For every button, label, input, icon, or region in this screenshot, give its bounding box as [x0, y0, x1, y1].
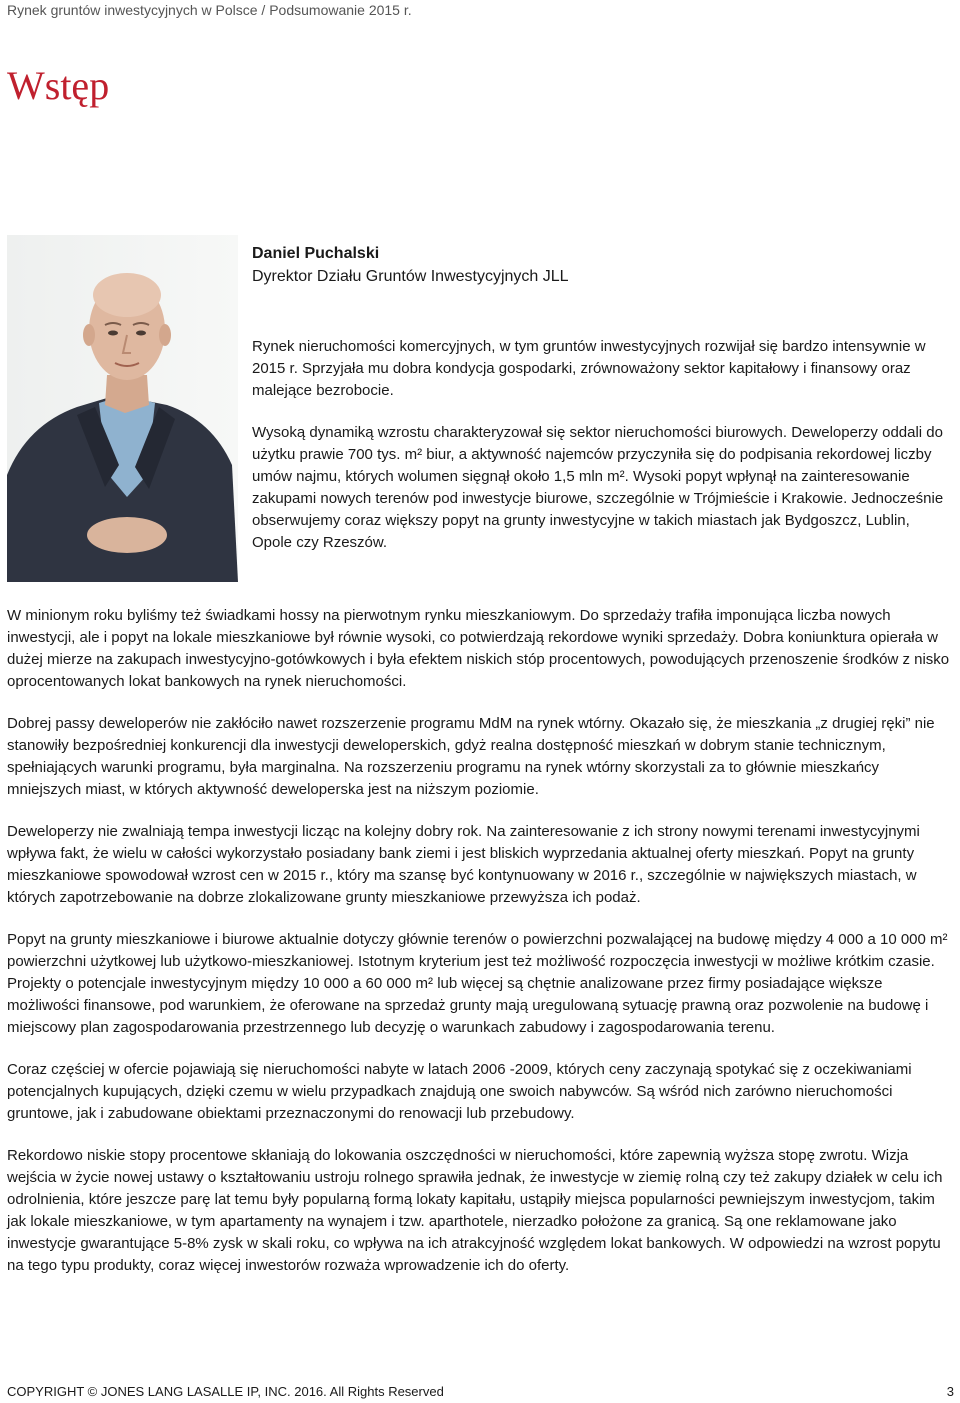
body-paragraph: Deweloperzy nie zwalniają tempa inwestycji licząc na kolejny dobry rok. Na zainteresowanie z ich strony nowymi terenami inwestycyjnymi wpływa fakt, że wielu w całości wykorzystało posiadany bank ziemi i jest bliskich wyprzedania aktualnej oferty mieszkań. Popyt na grunty mieszkaniowe spowodował wzrost cen w 2015 r., który ma szansę być kontynuowany w 2016 r., szczególnie w największych miastach, w których zapotrzebowanie na dobrze zlokalizowane grunty mieszkaniowe przewyższa ich podaż. — [7, 823, 920, 906]
body-paragraph: W minionym roku byliśmy też świadkami hossy na pierwotnym rynku mieszkaniowym. Do sprzedaży trafiła imponująca liczba nowych inwestycji, ale i popyt na lokale mieszkaniowe był równie wysoki, co potwierdzają rekordowe wyniki sprzedaży. Dobra koniunktura opierała w dużej mierze na zakupach inwestycyjno-gotówkowych i była efektem niskich stóp procentowych, powodujących przenoszenie środków z nisko oprocentowanych lokat bankowych na rynek nieruchomości. — [7, 607, 950, 690]
author-photo — [7, 235, 238, 582]
footer-copyright: COPYRIGHT © JONES LANG LASALLE IP, INC. 2016. All Rights Reserved — [7, 1384, 444, 1399]
intro-paragraph: Rynek nieruchomości komercyjnych, w tym gruntów inwestycyjnych rozwijał się bardzo intensywnie w 2015 r. Sprzyjała mu dobra kondycja gospodarki, zrównoważony sektor kapitałowy i finansowy oraz malejące bezrobocie. — [252, 338, 926, 399]
author-role: Dyrektor Działu Gruntów Inwestycyjnych JLL — [252, 268, 569, 285]
intro-text — [252, 336, 952, 574]
body-text — [7, 605, 957, 1297]
page-number: 3 — [946, 1384, 954, 1399]
author-name: Daniel Puchalski — [252, 245, 380, 262]
body-paragraph: Popyt na grunty mieszkaniowe i biurowe aktualnie dotyczy głównie terenów o powierzchni pozwalającej na budowę między 4 000 a 10 000 m² powierzchni użytkowej lub użytkowo-mieszkaniowej. Istotnym kryterium jest też możliwość rozpoczęcia inwestycji w możliwe krótkim czasie. Projekty o potencjale inwestycyjnym między 10 000 a 60 000 m² lub więcej są chętnie analizowane przez firmy posiadające większe możliwości finansowe, pod warunkiem, że oferowane na sprzedaż grunty mają uregulowaną sytuację prawną oraz pozwolenie na budowę i miejscowy plan zagospodarowania przestrzennego lub decyzję o warunkach zabudowy i zagospodarowania terenu. — [7, 931, 948, 1036]
page-title: Wstęp — [7, 63, 110, 108]
body-paragraph: Coraz częściej w ofercie pojawiają się nieruchomości nabyte w latach 2006 -2009, których ceny zaczynają spotykać się z oczekiwaniami potencjalnych kupujących, dzięki czemu w wielu przypadkach znajdują one swoich nabywców. Są wśród nich zarówno nieruchomości gruntowe, jak i zabudowane obiektami przeznaczonymi do renowacji lub przebudowy. — [7, 1061, 912, 1122]
running-header: Rynek gruntów inwestycyjnych w Polsce / Podsumowanie 2015 r. — [7, 2, 412, 18]
intro-paragraph: Wysoką dynamiką wzrostu charakteryzował się sektor nieruchomości biurowych. Deweloperzy oddali do użytku prawie 700 tys. m² biur, a aktywność najemców przyczyniła się do podpisania rekordowej liczby umów najmu, których wolumen sięgnął około 1,5 mln m². Wysoki popyt wpłynął na zainteresowanie zakupami nowych terenów pod inwestycje biurowe, szczególnie w Trójmieście i Krakowie. Jednocześnie obserwujemy coraz większy popyt na grunty inwestycyjne w takich miastach jak Bydgoszcz, Lublin, Opole czy Rzeszów. — [252, 424, 944, 551]
body-paragraph: Dobrej passy deweloperów nie zakłóciło nawet rozszerzenie programu MdM na rynek wtórny. Okazało się, że mieszkania „z drugiej ręki” nie stanowiły bezpośredniej konkurencji dla inwestycji deweloperskich, gdyż realna dostępność mieszkań w dobrym stanie technicznym, spełniających warunki programu, była marginalna. Na rozszerzeniu programu na rynek wtórny skorzystali za to głównie mieszkańcy mniejszych miast, w których aktywność deweloperska jest na niższym poziomie. — [7, 715, 935, 798]
body-paragraph: Rekordowo niskie stopy procentowe skłaniają do lokowania oszczędności w nieruchomości, które zapewnią wyższa stopę zwrotu. Wizja wejścia w życie nowej ustawy o kształtowaniu ustroju rolnego sprawiła jednak, że inwestycje w ziemię rolną czy też zakupy działek w celu ich odrolnienia, które jeszcze parę lat temu były popularną formą lokaty kapitału, ustąpiły miejsca popularności pewniejszym inwestycjom, takim jak lokale mieszkaniowe, w tym apartamenty na wynajem i tzw. aparthotele, nierzadko położone za granicą. Są one reklamowane jako inwestycje gwarantujące 5-8% zysk w skali roku, co wpływa na ich atrakcyjność względem lokat bankowych. W odpowiedzi na wzrost popytu na tego typu produkty, coraz więcej inwestorów rozważa wprowadzenie ich do oferty. — [7, 1147, 943, 1274]
